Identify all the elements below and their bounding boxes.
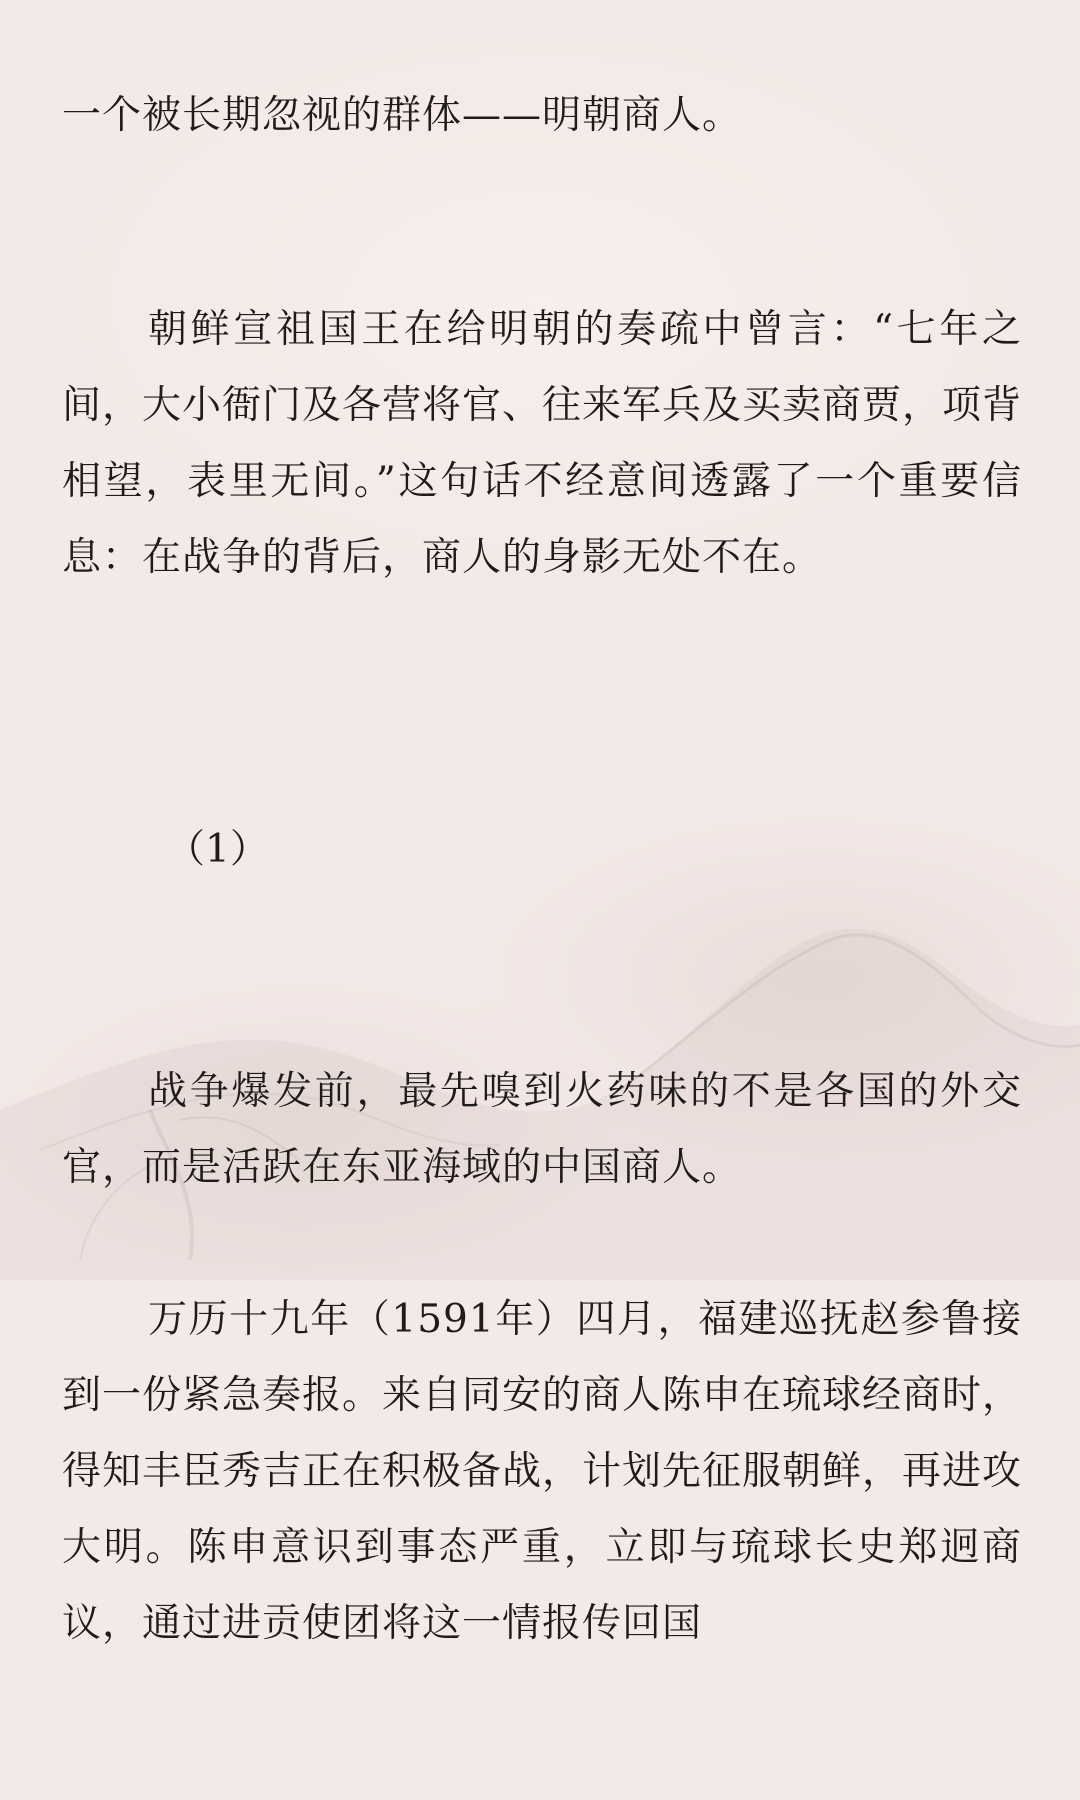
section-number: （1） xyxy=(166,827,269,872)
paragraph-merchants-first: 战争爆发前，最先嗅到火药味的不是各国的外交官，而是活跃在东亚海域的中国商人。 xyxy=(62,1069,1022,1190)
paragraph-korean-king-quote: 朝鲜宣祖国王在给明朝的奏疏中曾言：“七年之间，大小衙门及各营将官、往来军兵及买卖商贾，项背相望，表里无间。”这句话不经意间透露了一个重要信息：在战争的背后，商人的身影无处不在。 xyxy=(62,307,1023,580)
paragraph-chen-shen-report: 万历十九年（1591年）四月，福建巡抚赵参鲁接到一份紧急奏报。来自同安的商人陈申在琉球经商时，得知丰臣秀吉正在积极备战，计划先征服朝鲜，再进攻大明。陈申意识到事态严重，立即与琉球长史郑迥商议，通过进贡使团将这一情报传回国 xyxy=(62,1297,1023,1646)
paragraph-intro-line: 一个被长期忽视的群体——明朝商人。 xyxy=(62,93,743,138)
